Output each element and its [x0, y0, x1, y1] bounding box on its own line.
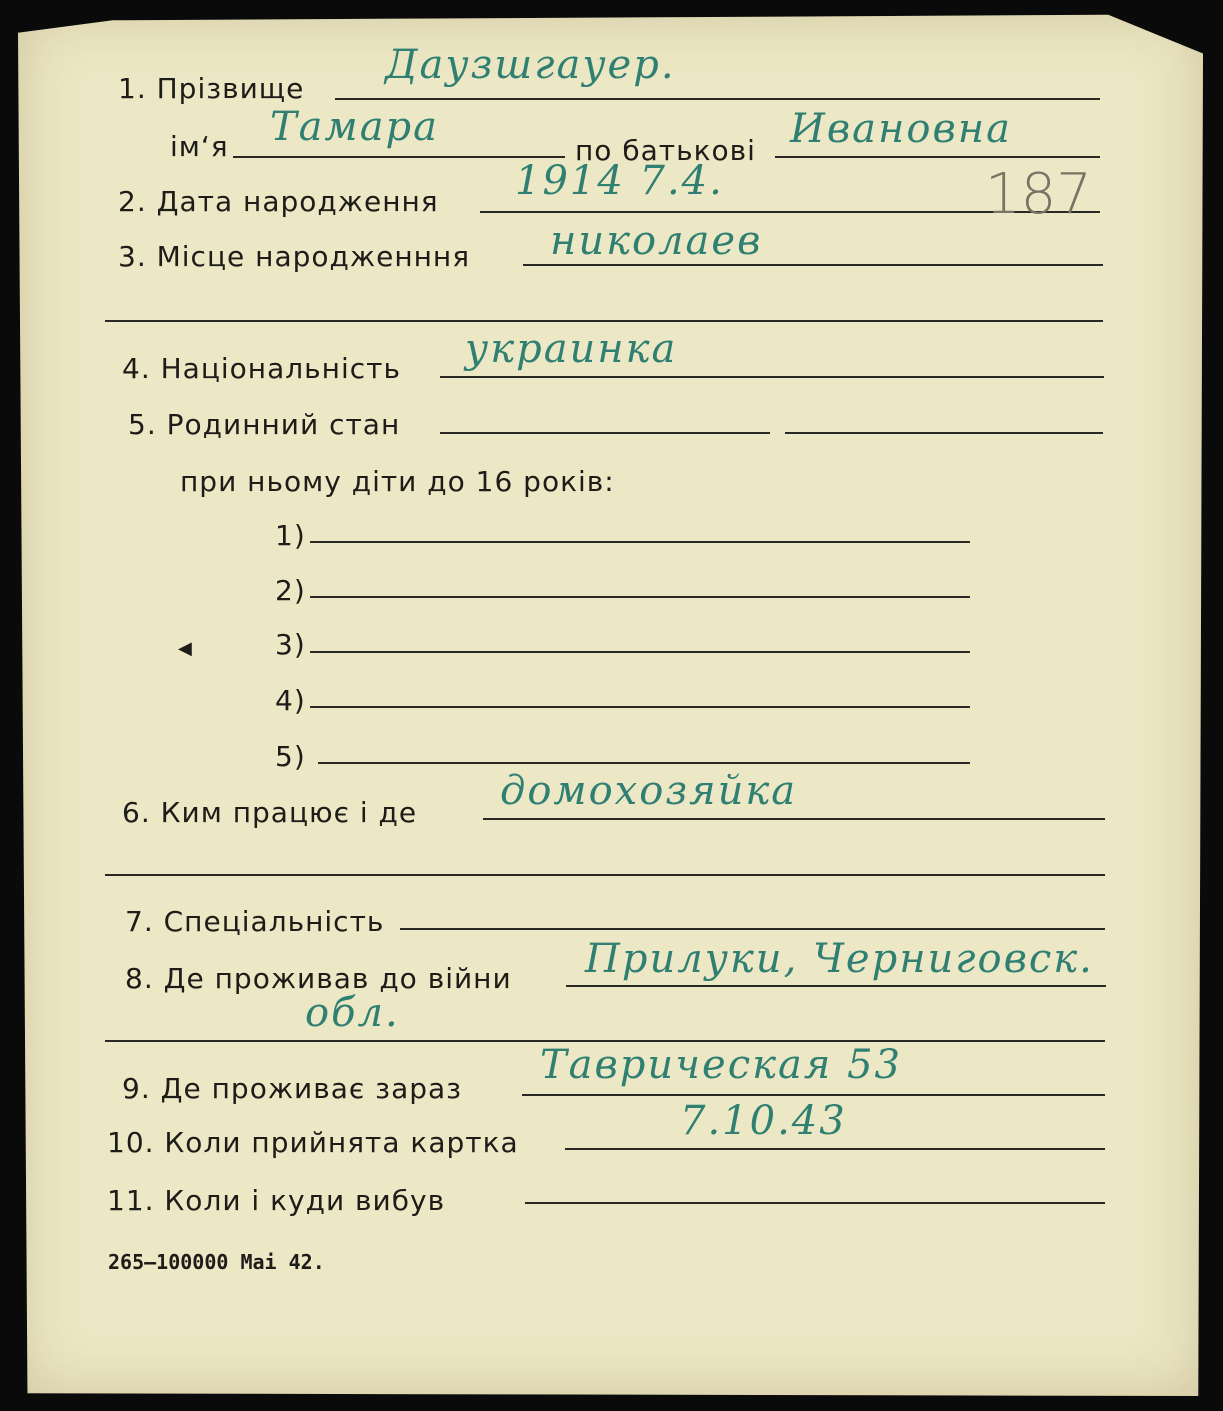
child-4-line	[310, 706, 970, 708]
children-header: при ньому діти до 16 років:	[180, 465, 615, 498]
prewar-residence-value-line2: обл.	[305, 990, 400, 1036]
birth-place-line	[523, 264, 1103, 266]
birth-place-value: николаев	[550, 218, 763, 264]
birth-date-label: 2. Дата народження	[118, 185, 439, 218]
child-3-label: 3)	[275, 628, 306, 661]
child-3-line	[310, 651, 970, 653]
surname-label: 1. Прізвище	[118, 72, 305, 105]
marital-status-label: 5. Родинний стан	[128, 408, 401, 441]
occupation-line	[483, 818, 1105, 820]
marital-status-line-b	[785, 432, 1103, 434]
first-name-label: ім‘я	[170, 130, 229, 163]
child-2-label: 2)	[275, 574, 306, 607]
punch-mark: ◀	[178, 638, 192, 659]
current-residence-label: 9. Де проживає зараз	[122, 1072, 463, 1105]
card-accepted-label: 10. Коли прийнята картка	[107, 1126, 519, 1159]
child-5-line	[318, 762, 970, 764]
departure-label: 11. Коли і куди вибув	[107, 1184, 446, 1217]
child-4-label: 4)	[275, 684, 306, 717]
child-5-label: 5)	[275, 740, 306, 773]
prewar-residence-value: Прилуки, Черниговск.	[585, 936, 1094, 982]
specialty-line	[400, 928, 1105, 930]
marital-status-line-a	[440, 432, 770, 434]
birth-place-extra-line	[105, 320, 1103, 322]
print-code: 265–100000 Mai 42.	[108, 1250, 325, 1274]
birth-place-label: 3. Місце народженння	[118, 240, 471, 273]
current-residence-line	[522, 1094, 1105, 1096]
occupation-label: 6. Ким працює і де	[122, 796, 418, 829]
birth-date-value: 1914 7.4.	[515, 158, 724, 204]
nationality-value: украинка	[465, 326, 678, 372]
surname-value: Даузшгауер.	[385, 42, 676, 88]
prewar-residence-line	[566, 985, 1106, 987]
occupation-extra-line	[105, 874, 1105, 876]
departure-line	[525, 1202, 1105, 1204]
card-accepted-line	[565, 1148, 1105, 1150]
child-1-line	[310, 541, 970, 543]
pencil-number: 187	[985, 162, 1092, 227]
child-2-line	[310, 596, 970, 598]
occupation-value: домохозяйка	[500, 768, 798, 814]
patronymic-line	[775, 156, 1100, 158]
prewar-residence-label: 8. Де проживав до війни	[125, 962, 512, 995]
surname-line	[335, 98, 1100, 100]
nationality-line	[440, 376, 1104, 378]
patronymic-label: по батькові	[575, 134, 756, 167]
nationality-label: 4. Національність	[122, 352, 401, 385]
child-1-label: 1)	[275, 519, 306, 552]
card-accepted-value: 7.10.43	[680, 1098, 847, 1144]
specialty-label: 7. Спеціальність	[125, 905, 385, 938]
patronymic-value: Ивановна	[790, 106, 1012, 152]
current-residence-value: Таврическая 53	[540, 1042, 902, 1088]
first-name-value: Тамара	[270, 104, 439, 150]
